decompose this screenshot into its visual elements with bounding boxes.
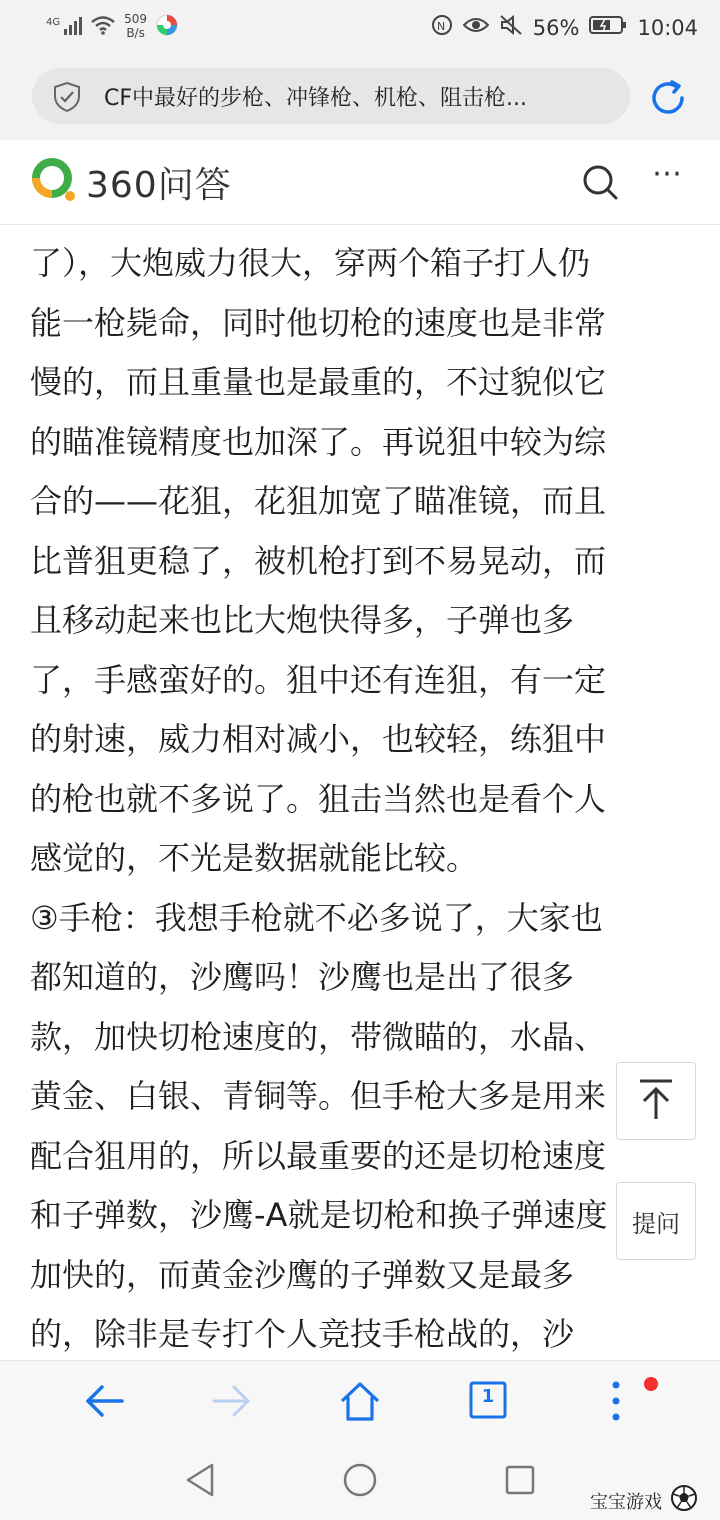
text-line: 了，手感蛮好的。狙中还有连狙，有一定 — [30, 660, 607, 699]
battery-icon — [589, 15, 627, 40]
forward-arrow-icon[interactable] — [210, 1379, 254, 1427]
text-line: 的，除非是专打个人竞技手枪战的，沙 — [30, 1315, 575, 1353]
status-left — [46, 12, 179, 40]
text-line: 比普狙更稳了，被机枪打到不易晃动，而 — [30, 541, 607, 580]
page-title[interactable]: CF中最好的步枪、冲锋枪、机枪、阻击枪... — [104, 86, 527, 111]
text-line: 且移动起来也比大炮快得多，子弹也多 — [30, 601, 575, 639]
network-speed: 509 B/s — [124, 12, 148, 40]
text-line: 都知道的，沙鹰吗！沙鹰也是出了很多 — [30, 958, 575, 996]
text-line: 的枪也就不多说了。狙击当然也是看个人 — [30, 779, 607, 818]
reload-icon[interactable] — [648, 78, 688, 122]
text-line: 合的——花狙，花狙加宽了瞄准镜，而且 — [30, 482, 607, 520]
soccer-ball-icon — [670, 1484, 698, 1517]
logo-icon — [30, 156, 78, 208]
signal-icon: 4G — [46, 17, 82, 35]
menu-icon[interactable] — [604, 1379, 628, 1431]
status-right — [431, 14, 698, 41]
text-line: 配合狙用的，所以最重要的还是切枪速度 — [30, 1136, 607, 1175]
text-line: 感觉的，不光是数据就能比较。 — [30, 839, 479, 877]
mute-icon — [499, 14, 523, 41]
browser-toolbar — [0, 1360, 720, 1441]
home-circle-icon[interactable] — [342, 1462, 378, 1502]
text-line: 的射速，威力相对减小，也较轻，练狙中 — [30, 720, 607, 758]
text-line: 能一枪毙命，同时他切枪的速度也是非常 — [30, 303, 607, 342]
home-icon[interactable] — [338, 1379, 382, 1427]
watermark-text: 宝宝游戏 — [590, 1491, 662, 1513]
back-triangle-icon[interactable] — [184, 1462, 216, 1502]
tabs-button[interactable] — [468, 1379, 508, 1427]
ask-label: 提问 — [632, 1209, 680, 1238]
app-icon — [155, 13, 179, 40]
text-line: 款，加快切枪速度的，带微瞄的，水晶、 — [30, 1017, 607, 1056]
more-icon[interactable]: ⋯ — [652, 156, 684, 191]
clock: 10:04 — [637, 15, 698, 40]
nfc-icon — [431, 14, 453, 41]
site-header — [0, 140, 720, 225]
back-arrow-icon[interactable] — [82, 1379, 126, 1427]
address-bar-area — [0, 56, 720, 140]
watermark — [590, 1484, 698, 1517]
status-bar — [0, 0, 720, 56]
text-line: 了），大炮威力很大，穿两个箱子打人仍 — [30, 244, 591, 282]
text-line: ③手枪：我想手枪就不必多说了，大家也 — [30, 898, 603, 937]
back-to-top-button[interactable] — [616, 1062, 696, 1140]
battery-percent: 56% — [532, 15, 580, 40]
ask-question-button[interactable] — [616, 1182, 696, 1260]
logo-text: 360问答 — [86, 164, 232, 206]
text-line: 和子弹数，沙鹰-A就是切枪和换子弹速度 — [30, 1196, 608, 1234]
tab-count: 1 — [481, 1386, 495, 1407]
eye-icon — [463, 15, 489, 40]
text-line: 的瞄准镜精度也加深了。再说狙中较为综 — [30, 422, 607, 461]
wifi-icon — [90, 15, 116, 38]
answer-content — [30, 234, 690, 1360]
arrow-up-icon — [636, 1077, 676, 1125]
notification-dot — [644, 1377, 658, 1391]
search-icon[interactable] — [580, 162, 620, 206]
text-line: 黄金、白银、青铜等。但手枪大多是用来 — [30, 1077, 607, 1115]
site-logo[interactable] — [30, 156, 232, 208]
recents-square-icon[interactable] — [504, 1464, 536, 1500]
text-line: 慢的，而且重量也是最重的，不过貌似它 — [30, 363, 607, 401]
address-bar[interactable] — [32, 68, 630, 124]
text-line: 加快的，而黄金沙鹰的子弹数又是最多 — [30, 1255, 575, 1294]
svg-text:N: N — [436, 20, 446, 33]
shield-icon — [52, 81, 82, 117]
